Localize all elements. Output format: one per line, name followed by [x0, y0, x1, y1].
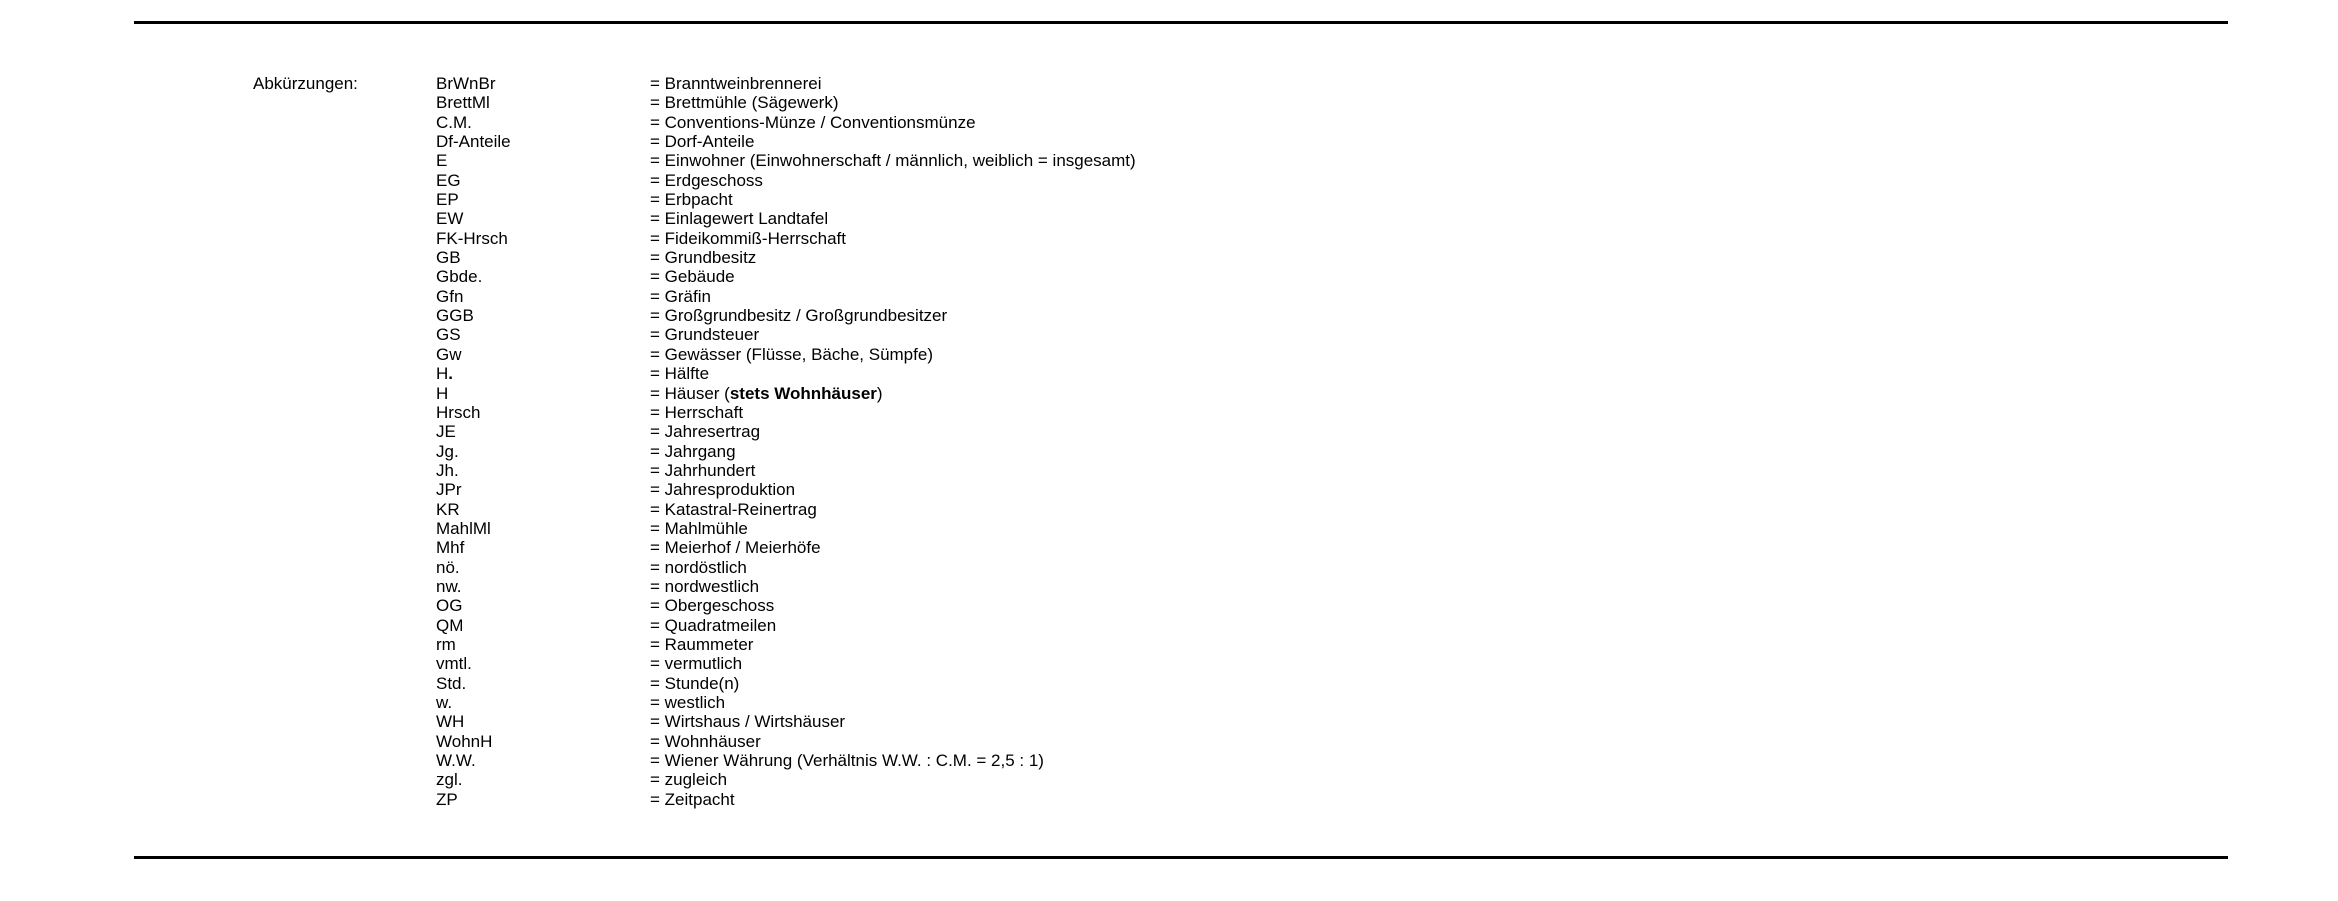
abbreviation-meaning-bold: stets Wohnhäuser — [729, 383, 877, 403]
abbreviation-code: JE — [436, 422, 456, 442]
abbreviation-meaning: = Zeitpacht — [650, 789, 735, 809]
abbreviation-row — [436, 93, 1136, 112]
abbreviation-row — [436, 190, 1136, 209]
abbreviations-label: Abkürzungen: — [253, 74, 358, 93]
abbreviation-meaning: = Dorf-Anteile — [650, 132, 755, 152]
abbreviation-row — [436, 654, 1136, 673]
abbreviations-section — [253, 74, 1136, 809]
abbreviation-row — [436, 693, 1136, 712]
abbreviation-row — [436, 171, 1136, 190]
abbreviation-code: vmtl. — [436, 654, 472, 674]
abbreviation-code: Gbde. — [436, 267, 483, 287]
abbreviation-meaning: = Branntweinbrennerei — [650, 74, 822, 93]
abbreviation-row — [436, 384, 1136, 403]
abbreviation-code: H — [436, 383, 449, 403]
abbreviation-row — [436, 74, 1136, 93]
abbreviation-row — [436, 287, 1136, 306]
top-rule — [134, 21, 2228, 24]
abbreviation-meaning: = Erbpacht — [650, 190, 733, 210]
abbreviation-meaning: = Hälfte — [650, 364, 710, 384]
abbreviation-meaning: = Stunde(n) — [650, 673, 740, 693]
abbreviation-meaning: = Erdgeschoss — [650, 170, 763, 190]
abbreviation-row — [436, 345, 1136, 364]
abbreviation-code: EP — [436, 190, 459, 210]
abbreviation-row — [436, 674, 1136, 693]
abbreviation-meaning: = Einwohner (Einwohnerschaft / männlich, weiblich = insgesamt) — [650, 151, 1136, 171]
abbreviation-code: rm — [436, 634, 456, 654]
abbreviation-meaning: = Jahresproduktion — [650, 480, 796, 500]
abbreviation-code: EW — [436, 209, 464, 229]
abbreviation-code: FK-Hrsch — [436, 228, 508, 248]
abbreviation-meaning: = Obergeschoss — [650, 596, 775, 616]
abbreviation-code: QM — [436, 615, 464, 635]
abbreviation-row — [436, 325, 1136, 344]
abbreviation-code: BrWnBr — [436, 74, 496, 93]
abbreviation-meaning: = Quadratmeilen — [650, 615, 777, 635]
abbreviation-meaning: = Gebäude — [650, 267, 735, 287]
abbreviation-code: Gw — [436, 344, 462, 364]
abbreviation-meaning: = nordöstlich — [650, 557, 747, 577]
abbreviation-code: JPr — [436, 480, 462, 500]
abbreviation-meaning: = Gewässer (Flüsse, Bäche, Sümpfe) — [650, 344, 933, 364]
abbreviation-row — [436, 635, 1136, 654]
abbreviation-code: Std. — [436, 673, 467, 693]
abbreviation-meaning-text: = Häuser ( — [650, 383, 730, 403]
abbreviation-code: EG — [436, 170, 461, 190]
abbreviation-code: GGB — [436, 306, 474, 326]
abbreviation-meaning — [650, 384, 883, 403]
abbreviation-row — [436, 132, 1136, 151]
abbreviation-meaning: = Wiener Währung (Verhältnis W.W. : C.M. = 2,5 : 1) — [650, 751, 1044, 771]
abbreviation-row — [436, 616, 1136, 635]
abbreviation-meaning: = Herrschaft — [650, 402, 744, 422]
abbreviation-code: Hrsch — [436, 402, 481, 422]
abbreviation-meaning: = westlich — [650, 693, 726, 712]
abbreviation-row — [436, 732, 1136, 751]
abbreviation-meaning: = Einlagewert Landtafel — [650, 209, 829, 229]
abbreviation-code: W.W. — [436, 751, 476, 771]
abbreviation-code: Df-Anteile — [436, 132, 511, 152]
abbreviation-meaning: = Jahresertrag — [650, 422, 761, 442]
abbreviation-row — [436, 538, 1136, 557]
abbreviation-meaning: = Katastral-Reinertrag — [650, 499, 817, 519]
abbreviation-row — [436, 403, 1136, 422]
abbreviation-row — [436, 229, 1136, 248]
abbreviation-meaning-text: ) — [876, 383, 883, 403]
abbreviation-code — [436, 364, 650, 383]
abbreviation-row — [436, 519, 1136, 538]
abbreviation-code: ZP — [436, 789, 458, 809]
abbreviation-code: GS — [436, 325, 461, 345]
abbreviation-row — [436, 151, 1136, 170]
abbreviation-code: GB — [436, 248, 461, 268]
abbreviation-code: BrettMl — [436, 93, 490, 113]
abbreviation-meaning: = nordwestlich — [650, 576, 760, 596]
abbreviation-row — [436, 751, 1136, 770]
abbreviation-code: WohnH — [436, 731, 493, 751]
abbreviation-row — [436, 442, 1136, 461]
abbreviation-row — [436, 790, 1136, 809]
abbreviations-list — [436, 74, 1136, 809]
abbreviation-meaning: = Meierhof / Meierhöfe — [650, 538, 821, 558]
abbreviation-code: KR — [436, 499, 460, 519]
abbreviation-code: OG — [436, 596, 463, 616]
abbreviation-row — [436, 577, 1136, 596]
abbreviation-meaning: = Jahrgang — [650, 441, 736, 461]
abbreviation-row — [436, 480, 1136, 499]
abbreviation-code: Jg. — [436, 441, 459, 461]
abbreviation-row — [436, 306, 1136, 325]
abbreviation-row — [436, 209, 1136, 228]
abbreviation-row — [436, 364, 1136, 383]
abbreviation-meaning: = Grundsteuer — [650, 325, 760, 345]
abbreviation-meaning: = Wohnhäuser — [650, 731, 761, 751]
abbreviation-row — [436, 500, 1136, 519]
abbreviation-row — [436, 770, 1136, 789]
abbreviation-row — [436, 267, 1136, 286]
abbreviation-meaning: = vermutlich — [650, 654, 743, 674]
abbreviation-code: Mhf — [436, 538, 465, 558]
abbreviation-code: zgl. — [436, 770, 463, 790]
abbreviation-row — [436, 596, 1136, 615]
abbreviation-meaning: = Gräfin — [650, 286, 711, 306]
abbreviation-code: E — [436, 151, 448, 171]
abbreviation-row — [436, 113, 1136, 132]
bottom-rule — [134, 856, 2228, 859]
abbreviation-code: nw. — [436, 576, 462, 596]
abbreviation-code: Gfn — [436, 286, 464, 306]
abbreviation-code-text: H — [436, 364, 449, 384]
abbreviation-row — [436, 248, 1136, 267]
abbreviation-row — [436, 712, 1136, 731]
abbreviation-meaning: = Grundbesitz — [650, 248, 757, 268]
abbreviation-meaning: = Conventions-Münze / Conventionsmünze — [650, 112, 976, 132]
abbreviation-row — [436, 558, 1136, 577]
abbreviation-code: nö. — [436, 557, 460, 577]
abbreviation-row — [436, 461, 1136, 480]
abbreviation-meaning: = Brettmühle (Sägewerk) — [650, 93, 839, 113]
abbreviation-meaning: = Raummeter — [650, 634, 754, 654]
abbreviation-code: w. — [436, 693, 453, 712]
abbreviation-meaning: = zugleich — [650, 770, 728, 790]
abbreviation-meaning: = Fideikommiß-Herrschaft — [650, 228, 847, 248]
abbreviation-meaning: = Großgrundbesitz / Großgrundbesitzer — [650, 306, 948, 326]
abbreviation-code: Jh. — [436, 460, 459, 480]
abbreviation-code: WH — [436, 712, 465, 732]
abbreviation-row — [436, 422, 1136, 441]
abbreviation-meaning: = Mahlmühle — [650, 518, 748, 538]
abbreviation-code: C.M. — [436, 112, 472, 132]
abbreviation-meaning: = Jahrhundert — [650, 460, 756, 480]
abbreviation-code: MahlMl — [436, 518, 491, 538]
abbreviation-meaning: = Wirtshaus / Wirtshäuser — [650, 712, 846, 732]
abbreviation-code-bold: . — [448, 364, 454, 384]
